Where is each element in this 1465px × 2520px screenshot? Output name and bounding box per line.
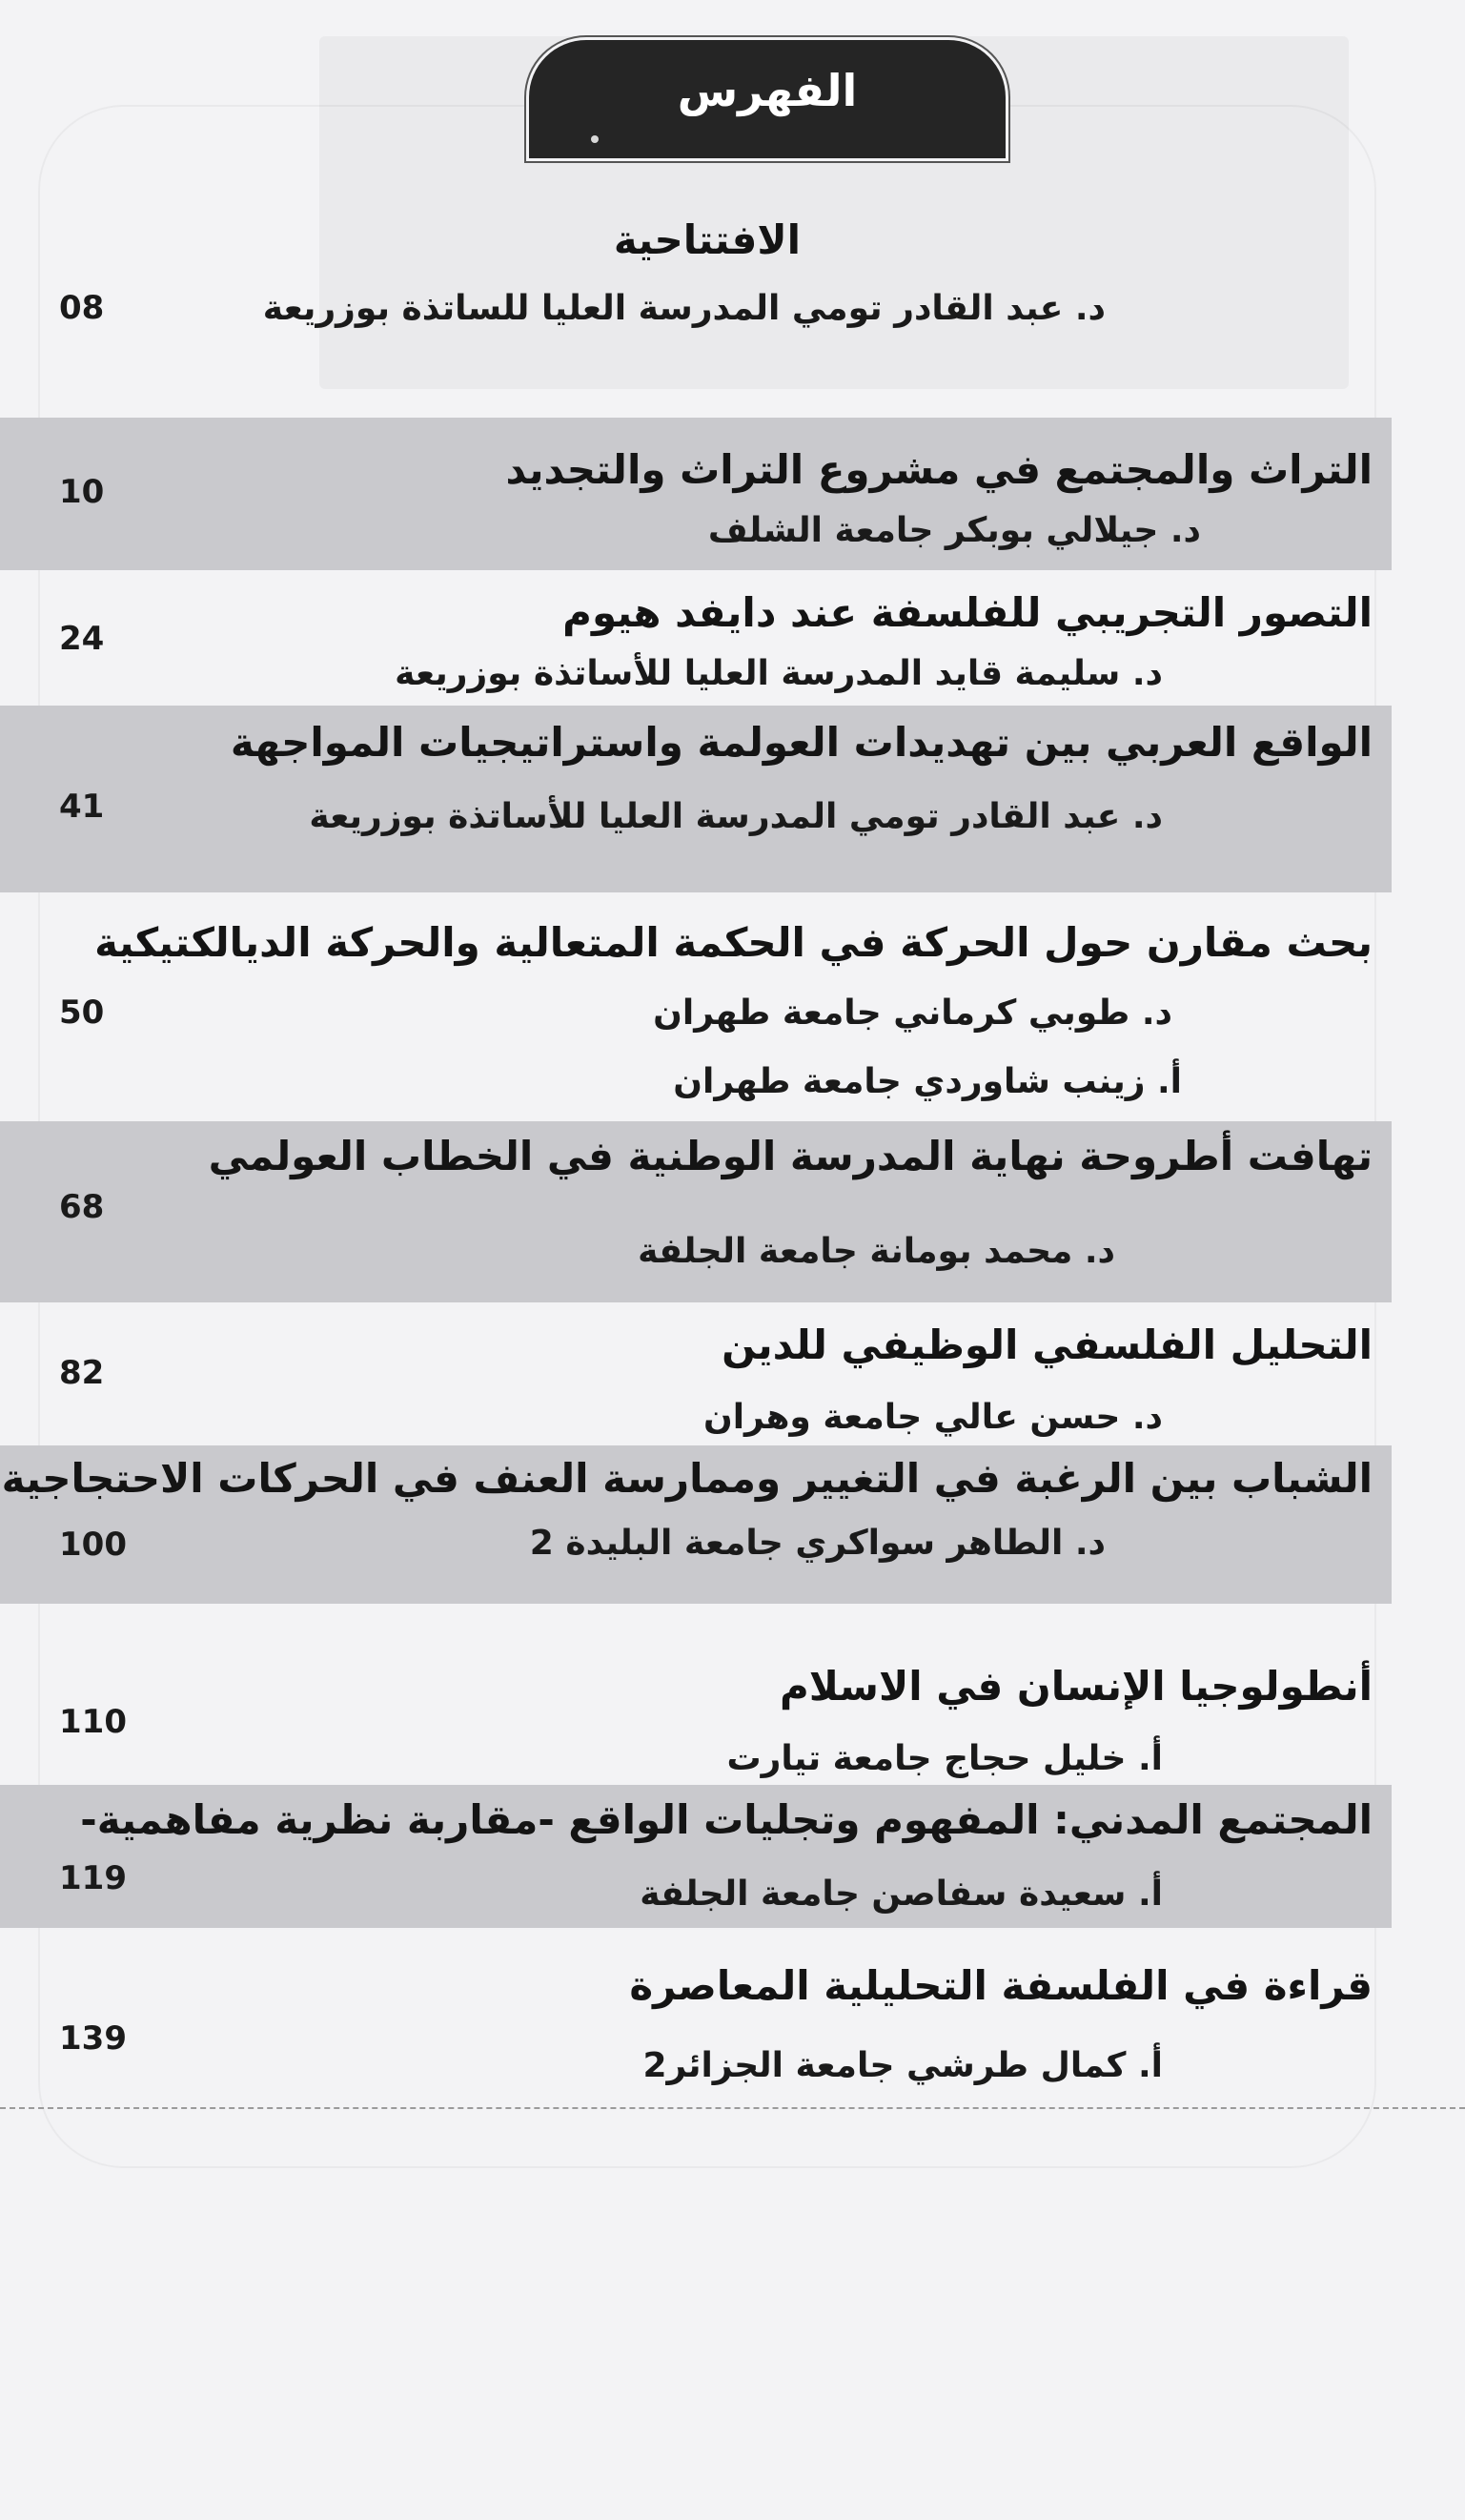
decorative-dot: [591, 135, 599, 143]
toc-entry: [0, 1785, 1392, 1928]
title-tab: [529, 40, 1006, 158]
entry-author: د. طوبي كرماني جامعة طهران: [653, 994, 1172, 1033]
bottom-divider: [0, 2107, 1465, 2109]
entry-page-number: 68: [59, 1188, 105, 1226]
entry-title: تهافت أطروحة نهاية المدرسة الوطنية في الخطاب العولمي: [208, 1133, 1373, 1179]
entry-author: أ. كمال طرشي جامعة الجزائر2: [642, 2046, 1163, 2085]
toc-entry: [0, 1928, 1392, 2100]
entry-title: قراءة في الفلسفة التحليلية المعاصرة: [629, 1962, 1373, 2009]
entry-author: د. سليمة قايد المدرسة العليا للأساتذة بوزريعة: [395, 654, 1163, 693]
entry-author: د. الطاهر سواكري جامعة البليدة 2: [529, 1524, 1106, 1563]
entry-author: د. عبد القادر تومي المدرسة العليا للساتذة بوزريعة: [262, 289, 1106, 328]
entry-page-number: 139: [59, 2019, 127, 2058]
toc-entry: [0, 1445, 1392, 1604]
page-title: الفهرس: [677, 65, 858, 116]
toc-entry: [0, 1121, 1392, 1302]
entry-title: أنطولوجيا الإنسان في الاسلام: [779, 1663, 1373, 1710]
entry-title: بحث مقارن حول الحركة في الحكمة المتعالية والحركة الديالكتيكية: [94, 919, 1373, 966]
entry-title: الافتتاحية: [613, 216, 801, 263]
entry-title: التصور التجريبي للفلسفة عند دايفد هيوم: [562, 589, 1373, 636]
entry-title: المجتمع المدني: المفهوم وتجليات الواقع -مقاربة نظرية مفاهمية-: [80, 1796, 1373, 1843]
entry-page-number: 100: [59, 1526, 127, 1564]
entry-title: الشباب بين الرغبة في التغيير وممارسة العنف في الحركات الاحتجاجية: [1, 1455, 1373, 1502]
toc-entry: [0, 418, 1392, 570]
toc-entry: [0, 706, 1392, 892]
entry-author: د. حسن عالي جامعة وهران: [702, 1398, 1163, 1437]
entry-page-number: 41: [59, 788, 105, 826]
entry-title: التحليل الفلسفي الوظيفي للدين: [722, 1321, 1373, 1368]
entry-page-number: 24: [59, 620, 105, 658]
toc-entry: [0, 570, 1392, 704]
entry-author: د. محمد بومانة جامعة الجلفة: [638, 1232, 1115, 1271]
toc-entry: [0, 906, 1392, 1116]
entry-title: التراث والمجتمع في مشروع التراث والتجديد: [505, 446, 1373, 493]
toc-entry: [0, 205, 1392, 343]
entry-page-number: 119: [59, 1859, 127, 1897]
entry-author: أ. سعيدة سفاصن جامعة الجلفة: [640, 1875, 1163, 1914]
entry-page-number: 50: [59, 994, 105, 1032]
entry-page-number: 110: [59, 1703, 127, 1741]
entry-author: أ. خليل حجاج جامعة تيارت: [726, 1739, 1163, 1778]
entry-page-number: 82: [59, 1354, 105, 1392]
entry-page-number: 08: [59, 289, 105, 327]
toc-entry: [0, 1604, 1392, 1785]
toc-entry: [0, 1302, 1392, 1445]
entry-author: د. عبد القادر تومي المدرسة العليا للأساتذة بوزريعة: [309, 797, 1163, 836]
entry-author: أ. زينب شاوردي جامعة طهران: [673, 1062, 1182, 1101]
entry-author: د. جيلالي بوبكر جامعة الشلف: [707, 511, 1201, 550]
entry-title: الواقع العربي بين تهديدات العولمة واستراتيجيات المواجهة: [230, 719, 1373, 766]
entry-page-number: 10: [59, 473, 105, 511]
